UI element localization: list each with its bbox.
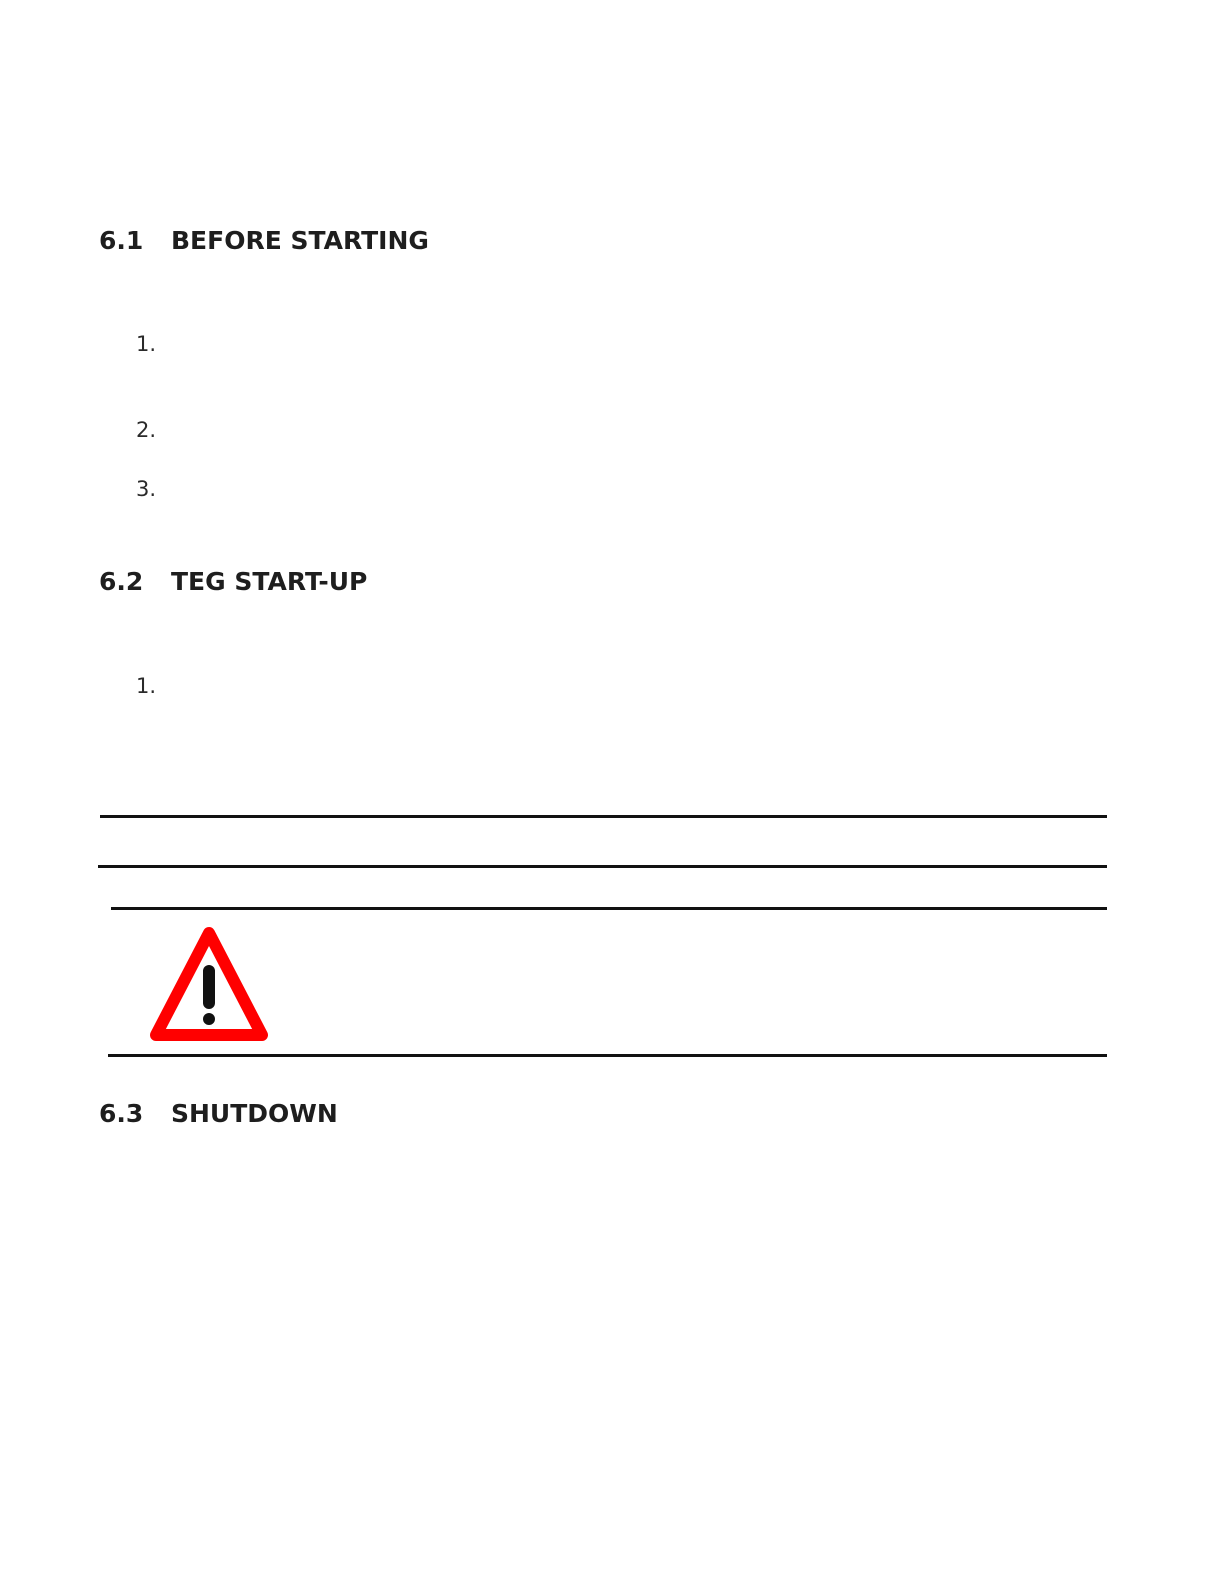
divider-rule (98, 865, 1107, 868)
section-title: BEFORE STARTING (171, 226, 429, 255)
section-number: 6.2 (99, 567, 144, 596)
section-heading-shutdown (99, 1099, 338, 1129)
section-title: SHUTDOWN (171, 1099, 338, 1128)
section-title: TEG START-UP (171, 567, 368, 596)
section-number: 6.1 (99, 226, 144, 255)
warning-triangle-icon (148, 925, 270, 1043)
warning-box-top-rule (111, 907, 1107, 910)
list-item-number: 1. (136, 674, 157, 698)
list-item-number: 1. (136, 332, 157, 356)
section-heading-before-starting (99, 226, 429, 256)
section-heading-teg-start-up (99, 567, 367, 597)
list-item-number: 3. (136, 477, 157, 501)
list-item-number: 2. (136, 418, 157, 442)
divider-rule (100, 815, 1107, 818)
section-number: 6.3 (99, 1099, 144, 1128)
warning-box-bottom-rule (108, 1054, 1107, 1057)
